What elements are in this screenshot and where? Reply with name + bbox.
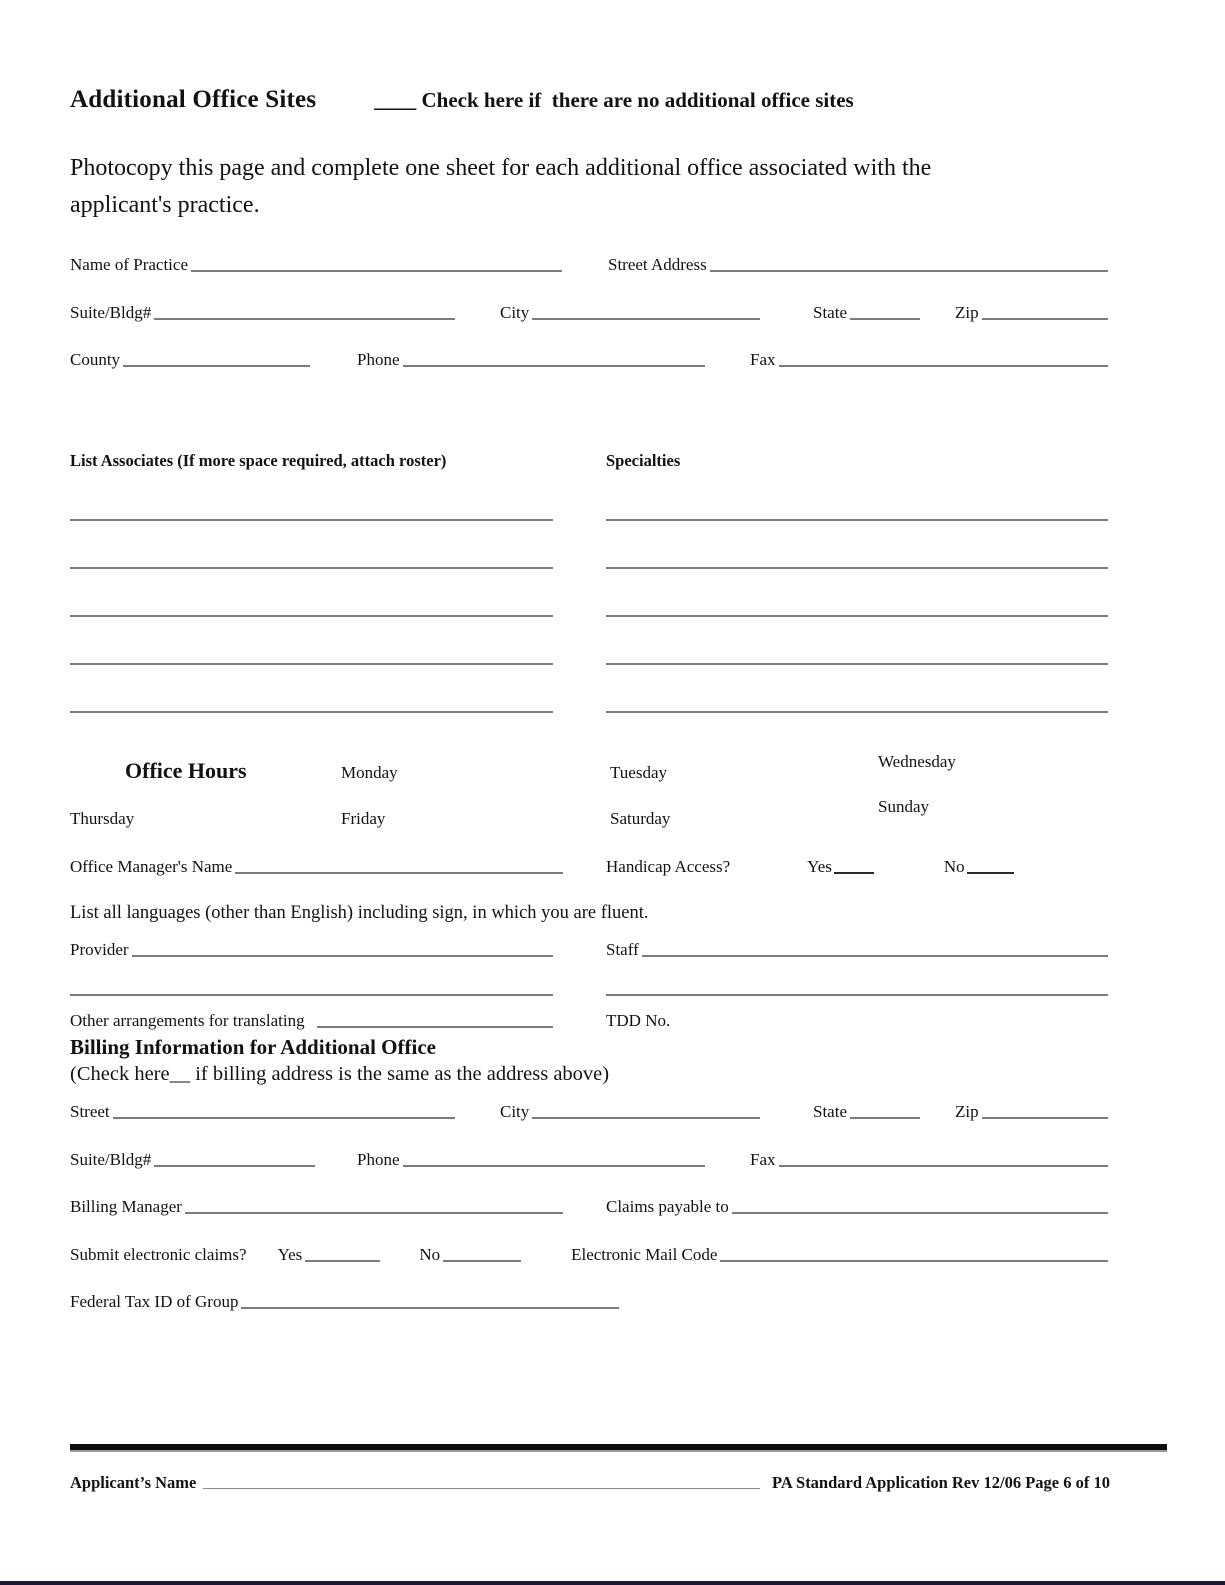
state-label: State: [813, 303, 847, 322]
provider-staff-row: [70, 941, 1108, 960]
electronic-no-line[interactable]: [443, 1259, 521, 1262]
footer-divider: [70, 1444, 1167, 1452]
office-hours-row-2: [70, 797, 1108, 848]
zip-label: Zip: [955, 303, 979, 322]
header: [70, 86, 1150, 114]
day-tuesday: Tuesday: [610, 763, 667, 782]
associate-line-4[interactable]: [70, 662, 553, 665]
electronic-yes-label: Yes: [277, 1245, 303, 1264]
form-title: Additional Office Sites: [70, 86, 317, 113]
day-monday: Monday: [341, 763, 398, 782]
billing-suite-bldg-line[interactable]: [154, 1164, 315, 1167]
handicap-access-label: Handicap Access?: [606, 857, 731, 876]
fax-label: Fax: [750, 350, 776, 369]
languages-extra-row: [70, 993, 1108, 996]
billing-manager-label: Billing Manager: [70, 1197, 182, 1216]
billing-city-label: City: [500, 1102, 530, 1121]
handicap-yes-blank[interactable]: [834, 871, 874, 874]
billing-manager-row: [70, 1198, 1108, 1217]
specialty-line-3[interactable]: [606, 614, 1108, 617]
electronic-yes-line[interactable]: [305, 1259, 380, 1262]
suite-bldg-line[interactable]: [154, 317, 455, 320]
footer-page-info: PA Standard Application Rev 12/06 Page 6 of 10: [772, 1473, 1110, 1492]
federal-tax-id-label: Federal Tax ID of Group: [70, 1292, 239, 1311]
associate-line-2[interactable]: [70, 566, 553, 569]
billing-city-line[interactable]: [532, 1116, 760, 1119]
translating-row: [70, 1012, 1108, 1031]
street-address-label: Street Address: [608, 255, 707, 274]
billing-suite-bldg-label: Suite/Bldg#: [70, 1150, 152, 1169]
billing-state-label: State: [813, 1102, 847, 1121]
associate-line-5[interactable]: [70, 710, 553, 713]
billing-zip-label: Zip: [955, 1102, 979, 1121]
claims-payable-label: Claims payable to: [606, 1197, 729, 1216]
day-thursday: Thursday: [70, 809, 135, 828]
name-of-practice-line[interactable]: [191, 269, 562, 272]
state-line[interactable]: [850, 317, 920, 320]
specialties-heading: Specialties: [606, 451, 681, 470]
provider-line[interactable]: [132, 954, 553, 957]
associate-line-3[interactable]: [70, 614, 553, 617]
handicap-no-label: No: [943, 857, 965, 876]
billing-phone-line[interactable]: [403, 1164, 706, 1167]
associates-row: [70, 566, 1108, 569]
billing-phone-label: Phone: [357, 1150, 400, 1169]
street-address-line[interactable]: [710, 269, 1108, 272]
staff-label: Staff: [606, 940, 639, 959]
billing-fax-line[interactable]: [779, 1164, 1109, 1167]
same-address-note-suffix: if billing address is the same as the address above): [190, 1063, 610, 1085]
practice-address-row: [70, 256, 1108, 275]
footer: [70, 1474, 1110, 1492]
no-additional-sites-label: Check here if there are no additional office sites: [416, 88, 854, 112]
zip-line[interactable]: [982, 317, 1108, 320]
electronic-claims-row: [70, 1246, 1108, 1265]
associates-heading-row: [70, 452, 1108, 470]
associates-row: [70, 662, 1108, 665]
intro-paragraph: Photocopy this page and complete one sheet for each additional office associated with the applicant's practice.: [70, 155, 932, 219]
office-manager-row: [70, 858, 1108, 877]
specialty-line-2[interactable]: [606, 566, 1108, 569]
languages-instruction: List all languages (other than English) including sign, in which you are fluent.: [70, 903, 649, 923]
electronic-mail-code-line[interactable]: [720, 1259, 1108, 1262]
associate-line-1[interactable]: [70, 518, 553, 521]
billing-fax-label: Fax: [750, 1150, 776, 1169]
county-phone-fax-row: [70, 351, 1108, 370]
page-bottom-edge: [0, 1581, 1225, 1585]
submit-electronic-claims-label: Submit electronic claims?: [70, 1245, 247, 1264]
handicap-no-blank[interactable]: [967, 871, 1014, 874]
billing-suite-row: [70, 1151, 1108, 1170]
phone-line[interactable]: [403, 364, 706, 367]
day-saturday: Saturday: [610, 809, 671, 828]
specialty-line-1[interactable]: [606, 518, 1108, 521]
billing-manager-line[interactable]: [185, 1211, 563, 1214]
suite-city-state-zip-row: [70, 304, 1108, 323]
phone-label: Phone: [357, 350, 400, 369]
office-hours-heading: Office Hours: [125, 758, 247, 783]
fax-line[interactable]: [779, 364, 1109, 367]
staff-line-2[interactable]: [606, 993, 1108, 996]
day-wednesday: Wednesday: [878, 752, 956, 771]
applicant-name-label: Applicant’s Name: [70, 1473, 201, 1492]
billing-street-line[interactable]: [113, 1116, 455, 1119]
same-address-note: [70, 1063, 609, 1086]
associates-row: [70, 710, 1108, 713]
day-sunday: Sunday: [878, 797, 929, 816]
name-of-practice-label: Name of Practice: [70, 255, 188, 274]
specialty-line-5[interactable]: [606, 710, 1108, 713]
county-line[interactable]: [123, 364, 310, 367]
claims-payable-line[interactable]: [732, 1211, 1108, 1214]
same-address-note-prefix: (Check here: [70, 1063, 170, 1085]
associates-heading: List Associates (If more space required, attach roster): [70, 451, 447, 470]
electronic-mail-code-label: Electronic Mail Code: [571, 1245, 718, 1264]
other-arrangements-label: Other arrangements for translating: [70, 1011, 309, 1030]
other-arrangements-line[interactable]: [317, 1025, 553, 1028]
provider-label: Provider: [70, 940, 129, 959]
day-friday: Friday: [341, 809, 386, 828]
billing-street-label: Street: [70, 1102, 110, 1121]
applicant-name-line[interactable]: [203, 1487, 760, 1489]
office-hours-row-1: [70, 752, 1108, 794]
billing-zip-line[interactable]: [982, 1116, 1108, 1119]
billing-heading: Billing Information for Additional Office: [70, 1035, 436, 1059]
electronic-no-label: No: [419, 1245, 441, 1264]
associates-row: [70, 518, 1108, 521]
billing-state-line[interactable]: [850, 1116, 920, 1119]
specialty-line-4[interactable]: [606, 662, 1108, 665]
county-label: County: [70, 350, 121, 369]
provider-line-2[interactable]: [70, 993, 553, 996]
city-line[interactable]: [532, 317, 760, 320]
associates-row: [70, 614, 1108, 617]
handicap-yes-label: Yes: [807, 857, 832, 876]
staff-line[interactable]: [642, 954, 1108, 957]
billing-street-row: [70, 1103, 1108, 1122]
federal-tax-row: [70, 1293, 1108, 1312]
city-label: City: [500, 303, 530, 322]
federal-tax-id-line[interactable]: [241, 1306, 619, 1309]
suite-bldg-label: Suite/Bldg#: [70, 303, 152, 322]
tdd-label: TDD No.: [606, 1011, 671, 1030]
office-manager-label: Office Manager's Name: [70, 857, 233, 876]
no-additional-sites-check-blank[interactable]: ____: [374, 88, 417, 112]
office-manager-line[interactable]: [235, 871, 563, 874]
same-address-check-blank[interactable]: __: [169, 1063, 191, 1085]
